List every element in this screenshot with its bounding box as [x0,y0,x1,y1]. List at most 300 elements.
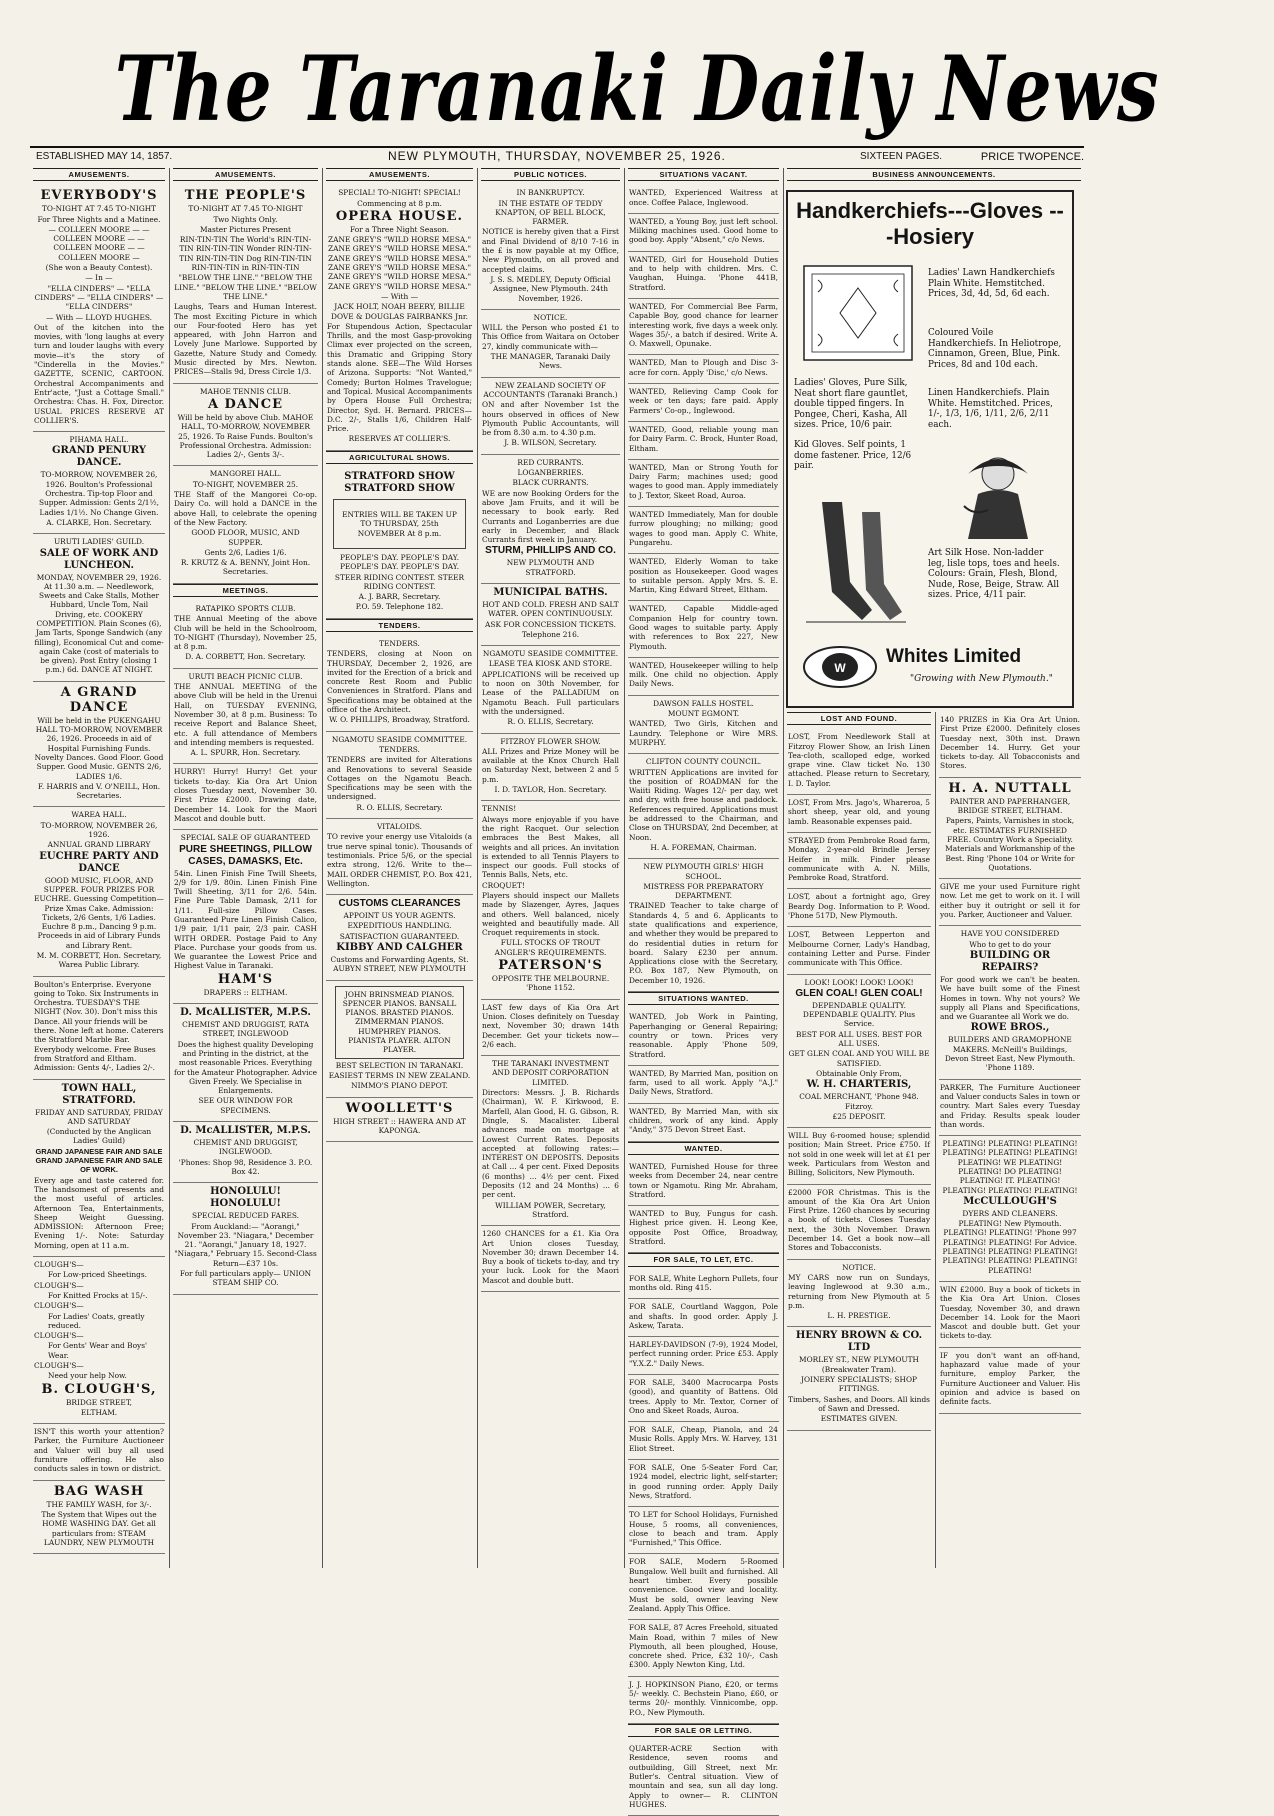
handkerchief-illustration [798,258,918,368]
ad-line: TENDERS. [379,744,420,754]
ad-body: THE ANNUAL MEETING of the above Club will be held in the Urenui Hall, on TUESDAY EVENING, November 30, at 8 p.m. Business: To receive Report and Balance Sheet, etc. A full attendance of Members and intending members is requested. [174,682,317,747]
piano-list: JOHN BRINSMEAD PIANOS. SPENCER PIANOS. BANSALL PIANOS. BRASTED PIANOS. ZIMMERMAN PIANOS. HUMPHREY PIANOS. PIANISTA PLAYER. ALTON PLAYER. [335,986,464,1059]
ad-title: PURE SHEETINGS, PILLOW CASES, DAMASKS, Etc. [179,843,312,867]
ad-title: MANGOREI HALL. [209,469,282,479]
classified-item [628,1066,779,1104]
pihama-hall-ad [33,432,165,534]
ad-title: MAHOE TENNIS CLUB. [200,386,291,396]
ad-line: For Three Nights and a Matinee. [37,214,161,224]
whites-advertisement [786,190,1074,708]
ad-body: LAST few days of Kia Ora Art Union. Closes definitely on Tuesday next, November 30; drawn 14th December. Get your tickets now—2/6 each. [482,1002,619,1049]
ad-title: FITZROY FLOWER SHOW. [500,736,601,746]
cloughs-ad [33,1257,165,1424]
ad-body: Papers, Paints, Varnishes in stock, etc. ESTIMATES FURNISHED FREE. Country Work a Speciality. Materials and Workmanship of the Best. Ring 'Phone 104 or Write for Quotations. [945,816,1075,872]
classified-text: WANTED, Job Work in Painting, Paperhanging or General Repairing; country or town. Prices very reasonable. Apply 'Phone 509, Stratford. [629,1012,778,1059]
classified-item [787,889,931,927]
stratford-show-ad [326,468,473,619]
classified-text: LOST, From Mrs. Jago's, Whareroa, 5 short sheep, year old, and young lamb. Reasonable expenses paid. [788,798,930,826]
ad-line: SEE OUR WINDOW FOR SPECIMENS. [198,1096,293,1115]
linen-handkerchiefs-text: Linen Handkerchiefs. Plain White. Hemstitched. Prices, 1/-, 1/3, 1/6, 1/11, 2/6, 2/11 each. [928,388,1053,430]
ad-body: 54in. Linen Finish Fine Twill Sheets, 2/9 for 1/9. 80in. Linen Finish Fine Twill Sheeting, 3/11 for 2/6. 54in. Fine Pure Table Damask, 2/11 for 1/11. Full-size Pillow Cases. Guaranteed Pure Linen Finish Calico, 1/9 pair, 1/11 pair, 2/3 pair. CASH WITH ORDER. Postage Paid to Any Place. Purchase your goods from us. We guarantee the Lowest Price and Highest Value in Taranaki. [174,868,317,971]
ad-body: Out of the kitchen into the movies, with 'long laughs at every turn and louder laughs with every movie—it's the story of "Cinderella in the Movies." GAZETTE, SCENIC, CARTOON. Orchestral Accompaniments and Entr'acte, "Just a Cottage Small." Orchestra: Chas. H. Fox, Director. USUAL PRICES RESERVE AT COLLIER'S. [34,322,164,425]
ad-line: SPECIAL REDUCED FARES. [192,1211,299,1221]
ad-heading: PATERSON'S [498,958,603,974]
ad-line: For Low-priced Sheetings. [48,1270,147,1280]
ad-body: Directors: Messrs. J. B. Richards (Chairman), W. F. Kirkwood, E. Marfell, Alan Good, H. G. Gibson, R. Dingle, S. Macalister. Liberal advances made on mortgage at Lowest Current Rates. Deposits accepted at following rates:— INTEREST ON DEPOSITS. Deposits at Call ... 4 per cent. Fixed Deposits (6 months) ... 4½ per cent. Fixed Deposits (12 and 24 Months) ... 6 per cent. [482,1088,619,1200]
ad-heading: EUCHRE PARTY AND DANCE [39,850,159,874]
customs-clearances-ad [326,895,473,980]
classified-text: FOR SALE, White Leghorn Pullets, four months old. Ring 415. [629,1273,778,1292]
ad-body: MONDAY, NOVEMBER 29, 1926. At 11.30 a.m. — Needlework, Sweets and Cake Stalls, Mother Hubbard, Uncle Tom, Nail Driving, etc. COOKERY COMPETITION. Plain Scones (6), Jam Tarts, Sponge Sandwich (any filling), Economical Cut and come-again Cake (cost of materials to be given). Post Entry (closing 1 p.m.) 6d. DANCE AT NIGHT. [34,572,164,675]
ad-heading: W. H. CHARTERIS, [806,1079,912,1091]
page-count: SIXTEEN PAGES. [860,151,943,162]
classified-item [628,1554,779,1620]
ad-line: TO-MORROW, NOVEMBER 26, 1926. [40,820,158,840]
prizes-ad [939,712,1081,778]
ad-title: NEW PLYMOUTH GIRLS' HIGH SCHOOL. [643,862,764,881]
column-heading: TENDERS. [326,619,473,632]
ad-body: QUARTER-ACRE Section with Residence, seven rooms and outbuilding, Gill Street, next Mr. Butler's. Central situation. View of mountain and sea, sun all day long. Apply to owner— R. CLINTON HUGHES. [629,1744,778,1809]
classified-item [628,1299,779,1337]
bag-wash-ad [33,1481,165,1554]
ad-line: TO-NIGHT, NOVEMBER 25. [192,479,299,489]
classified-text: WANTED, For Commercial Bee Farm, Capable Boy, good chance for learner interesting work, five days a week only. Wages 35/-, a batch if desired. Write A. O. Maxwell, Opunake. [629,301,778,349]
ad-line: IN THE ESTATE OF TEDDY KNAPTON, OF BELL BLOCK, FARMER. [495,198,606,227]
ad-body: WE are now Booking Orders for the above Jam Fruits, and it will be necessary to book early. Red Currants and Loganberries are due early in December, and Black Currants first week in January. [482,488,619,545]
ad-line: BEST FOR ALL USES. BEST FOR ALL USES. [796,1029,922,1049]
classified-text: FOR SALE, Cheap, Pianola, and 24 Music Rolls. Apply Mrs. W. Harvey, 131 Eliot Street. [629,1425,778,1453]
ad-heading: GRAND JAPANESE FAIR AND SALE GRAND JAPANESE FAIR AND SALE OF WORK. [35,1146,163,1175]
ad-line: Master Pictures Present [199,224,292,234]
ad-title: NGAMOTU SEASIDE COMMITTEE. [331,734,468,744]
ad-signature: F. HARRIS and V. O'NEILL, Hon. Secretaries. [37,781,161,801]
classified-item [787,927,931,974]
ad-title: CLIFTON COUNTY COUNCIL. [645,757,762,767]
logo-letter: W [834,661,846,675]
ad-line: ASK FOR CONCESSION TICKETS. [485,619,616,629]
classified-text: WANTED, a Young Boy, just left school. Milking machines used. Good home to good boy. Apply "Absent," c/o News. [629,216,778,245]
classified-item [628,1206,779,1253]
ad-title: THE TARANAKI INVESTMENT AND DEPOSIT CORPORATION LIMITED. [492,1059,609,1087]
ad-line: CHEMIST AND DRUGGIST, INGLEWOOD. [193,1138,298,1157]
ad-body: Will be held in the PUKENGAHU HALL TO-MORROW, NOVEMBER 26, 1926. Proceeds in aid of Hospital Furnishing Funds. Novelty Dances. Good Floor. Good Supper. Good Music. GENTS 2/6, LADIES 1/6. [34,715,164,781]
column-heading: WANTED. [628,1142,779,1155]
classified-item [628,1422,779,1460]
ad-title: URUTI BEACH PICNIC CLUB. [188,671,303,681]
ad-signature: R. O. ELLIS, Secretary. [356,802,443,812]
classified-text: WANTED, Furnished House for three weeks from December 24, near centre town or Ngamotu. Ring Mr. Abraham, Stratford. [629,1161,778,1199]
ad-line: Obtainable Only From, [816,1068,902,1078]
ad-body: WILL the Person who posted £1 to This Office from Waitara on October 27, kindly communicate with— [482,323,619,351]
ad-line: Gents 2/6, Ladies 1/6. [204,547,287,557]
ad-body: 140 PRIZES in Kia Ora Art Union. First Prize £2000. Definitely closes Tuesday next, 30th inst. Drawn December 14. Hurry. Get your tickets to-day. All Tobacconists and Stores. [940,715,1080,771]
ad-title: D. McALLISTER, M.P.S. [180,1007,311,1019]
ad-line: CHEMIST AND DRUGGIST, RATA STREET, INGLEWOOD [182,1020,309,1039]
girls-high-ad [628,859,779,992]
nimmos-pianos-ad [326,981,473,1098]
art-silk-hose-text: Art Silk Hose. Non-ladder leg, lisle tops, toes and heels. Colours: Grain, Flesh, Blond, Nude, Rose, Beige, Straw. All sizes. Price, 4/11 pair. [928,548,1060,600]
classified-item [628,214,779,252]
ad-line: THE FAMILY WASH, for 3/-. [46,1499,152,1509]
ad-line: Customs and Forwarding Agents, St. AUBYN STREET, NEW PLYMOUTH [330,955,469,974]
ad-body: Does the highest quality Developing and Printing in the district, at the most reasonable Prices. Everything for the Amateur Photographer. Advice Given Freely. We Specialise in Enlargements. [174,1039,317,1096]
classified-item [628,1159,779,1206]
ad-line: £25 DEPOSIT. [832,1111,886,1121]
clifton-council-ad [628,754,779,859]
ad-body: APPLICATIONS will be received up to noon on 30th November, for Lease of the PALLADIUM on Ngamotu Beach. Full particulars with the undersigned. [482,669,619,716]
ad-line: For Knitted Frocks at 15/-. [48,1290,148,1300]
ad-line: BEST SELECTION IN TARANAKI. [335,1060,464,1070]
ad-heading: ROWE BROS., [970,1022,1050,1034]
masthead-title: The Taranaki Daily News [114,36,1160,142]
woolletts-ad [326,1098,473,1143]
ad-line: Who to get to do your [969,939,1051,949]
classified-item [628,422,779,460]
ad-signature: I. D. TAYLOR, Hon. Secretary. [494,785,607,795]
ad-line: PEOPLE'S DAY. PEOPLE'S DAY. PEOPLE'S DAY. PEOPLE'S DAY. [339,552,460,572]
ad-body: TO-MORROW, NOVEMBER 26, 1926. Boulton's Professional Orchestra. Tip-top Floor and Supper. Admission: Gents 2/1½, Ladies 1/1½. No Change Given. [38,470,160,517]
ad-line: FULL STOCKS OF TROUT ANGLER'S REQUIREMENTS. [494,938,607,957]
chances-ad [481,1226,620,1292]
classified-item [787,833,931,889]
column-heading: SITUATIONS VACANT. [628,168,779,181]
lady-glove-illustration [928,444,1058,544]
ad-line: JOINERY SPECIALISTS; SHOP FITTINGS. [801,1375,917,1394]
entries-box: ENTRIES WILL BE TAKEN UP TO THURSDAY, 25th NOVEMBER At 8 p.m. [333,499,466,549]
ad-body: THE Annual Meeting of the above Club will be held in the Schoolroom, TO-NIGHT (Thursday), November 25, at 8 p.m. [174,614,317,652]
ngamotu-lease-ad [481,646,620,733]
classified-text: HARLEY-DAVIDSON (7-9), 1924 Model, perfect running order. Price £53. Apply "Y.X.Z." Daily News. [629,1340,778,1368]
ad-heading: SALE OF WORK AND LUNCHEON. [39,547,159,571]
situations-wanted-list [628,1009,779,1141]
ad-title: D. McALLISTER, M.P.S. [180,1125,311,1137]
parker-auctioneer-ad [939,1080,1081,1136]
classified-text: WANTED, Housekeeper willing to help milk. One child no objection. Apply Daily News. [629,660,778,689]
ad-body: ON and after November 1st the hours observed in offices of New Plymouth Public Accountants, will be from 8.30 a.m. to 4.30 p.m. [482,400,619,438]
ad-signature: R. KRUTZ & A. BENNY, Joint Hon. Secretaries. [180,558,311,577]
ad-headline: Handkerchiefs---Gloves ---Hosiery [796,198,1064,249]
ad-body: TENDERS, closing at Noon on THURSDAY, December 2, 1926, are invited for the Erection of a brick and concrete Rest Room and Public Conveniences in Stratford. Plans and Specifications may be obtained at the office of the Architect. [327,649,472,715]
ad-body: For Stupendous Action, Spectacular Thrills, and the most Gasp-provoking Climax ever projected on the screen, this Dramatic and Gripping Story stands alone. SEE—The Wild Horses of Arizona. Supports: "Not Wanted," Comedy; Burton Holmes Travelogue; and Topical. Musical Accompaniments by Opera House Full Orchestra; Director, Syd. H. Bernard. PRICES—D.C. 2/-, Stalls 1/6, Children Half-Price. [327,321,472,434]
ad-line: (She won a Beauty Contest). [45,263,153,273]
uruti-guild-ad [33,534,165,682]
ad-line: P.O. 59. Telephone 182. [355,602,444,612]
classified-text: J. J. HOPKINSON Piano, £20, or terms 5/- weekly. C. Bechstein Piano, £60, or terms 20/- monthly. Vinnicombe, opp. P.O., New Plymouth. [629,1679,778,1717]
classified-text: TO LET for School Holidays, Furnished House, 5 rooms, all conveniences, close to beach and tram. Apply "Furnished," This Office. [629,1510,778,1548]
ad-body: For good work we can't be beaten. We have built some of the Finest Homes in town. Why not yours? We supply all Plans and Specifications, and we Guarantee all Work we do. [940,974,1080,1022]
whites-tagline: "Growing with New Plymouth." [910,674,1053,684]
ad-heading: GRAND PENURY DANCE. [51,445,147,469]
ad-signature: J. S. S. MEDLEY, Deputy Official Assignee, New Plymouth. 24th November, 1926. [490,274,611,303]
ad-title: OPERA HOUSE. [335,208,464,224]
mahoe-tennis-ad [173,384,318,467]
ad-body: From Auckland:— "Aorangi," November 23. "Niagara," December 21. "Aorangi," January 18, 1927. "Niagara," February 15. Second-Class Return—£37 10s. [174,1221,317,1268]
issue-date: NEW PLYMOUTH, THURSDAY, NOVEMBER 25, 1926. [388,149,726,163]
classified-item [628,1104,779,1142]
ad-line: Commencing at 8 p.m. [357,198,442,208]
column-heading: LOST AND FOUND. [787,712,931,725]
classified-text: WANTED, Girl for Household Duties and to help with children. Mrs. C. Vaughan, Huinga. 'Phone 441B, Stratford. [629,254,778,292]
ad-line: ANNUAL GRAND LIBRARY [47,840,151,850]
currants-ad [481,455,620,584]
ad-heading: B. CLOUGH'S, [41,1381,157,1397]
ad-body: IF you don't want an off-hand, haphazard value made of your furniture, employ Parker, the Furniture Auctioneer and Valuer. His opinion and advice is based on definite facts. [940,1350,1080,1407]
uruti-beach-ad [173,669,318,765]
column-heading: SITUATIONS WANTED. [628,992,779,1005]
grand-dance-ad [33,682,165,808]
ad-title: RATAPIKO SPORTS CLUB. [195,603,296,613]
peoples-ad [173,185,318,383]
ad-body: Laughs, Tears and Human Interest. The most Exciting Picture in which our Four-footed Hero has yet appeared, with John Harron and Lovely June Marlowe. Supported by Gazette, Nature Study and Comedy. Music directed by Mrs. Newton. PRICES—Stalls 9d, Dress Circle 1/3. [174,302,317,377]
ad-title: WAREA HALL. [71,810,127,820]
classified-text: WANTED, Capable Middle-aged Companion Help for country town. Good wages to suitable party. Apply with references to Box 227, New Plymouth. [629,604,778,651]
ad-body: 'Phones: Shop 98, Residence 3. P.O. Box 42. [178,1157,313,1176]
town-hall-stratford-ad [33,1080,165,1257]
ad-body: PARKER, The Furniture Auctioneer and Valuer conducts Sales in town or country. Mart Sales every Tuesday and Friday. Results speak louder than words. [940,1082,1080,1129]
ad-line: EXPEDITIOUS HANDLING. [347,921,452,931]
ad-line: ELTHAM. [80,1407,118,1417]
kia-ora-ad [481,1000,620,1056]
ad-title: MUNICIPAL BATHS. [493,586,608,598]
ad-line: SATISFACTION GUARANTEED. [339,931,460,941]
ad-line: MORLEY ST., NEW PLYMOUTH (Breakwater Tram). [799,1355,919,1374]
classified-text: FOR SALE, 87 Acres Freehold, situated Main Road, within 7 miles of New Plymouth, all been ploughed, House, concrete shed. Price, £32 10/-, Cash £300. Apply Newton King, Ltd. [629,1623,778,1670]
voile-handkerchiefs-text: Coloured Voile Handkerchiefs. In Heliotrope, Cinnamon, Green, Blue, Pink. Prices, 8d and 10d each. [928,328,1062,370]
classified-text: WANTED, Elderly Woman to take position as Housekeeper. Good wages to suitable person. Apply Mrs. S. E. Martin, King Edward Street, Eltham. [629,557,778,595]
column-heading: MEETINGS. [173,584,318,597]
ad-title: A GRAND DANCE [60,684,138,715]
classified-item [628,1460,779,1507]
ad-body: Boulton's Enterprise. Everyone going to Toko. Six Instruments in Orchestra. TUESDAY'S THE NIGHT (Nov. 30). Don't miss this Dance. All your friends will be there. None left at home. Caterers the Stratford Marble Bar. Everybody welcome. Free Buses from Stratford and Eltham. Admission: Gents 4/-, Ladies 2/-. [34,979,164,1073]
ad-line: HOT AND COLD. FRESH AND SALT WATER. OPEN CONTINUOUSLY. [482,599,619,619]
classified-item [628,252,779,299]
ad-line: — With — LLOYD HUGHES. [46,312,152,322]
ad-signature: M. M. CORBETT, Hon. Secretary, Warea Public Library. [36,951,162,970]
henry-brown-ad [787,1327,931,1430]
ad-title: WOOLLETT'S [345,1100,454,1116]
column-heading: AMUSEMENTS. [33,168,165,181]
ad-body: WANTED, Two Girls, Kitchen and Laundry. Telephone or Wire MRS. MURPHY. [629,719,778,747]
ad-title: IN BANKRUPTCY. [516,188,585,198]
wanted-list [628,1159,779,1253]
whites-logo-icon [800,642,880,692]
ad-line: BRIDGE STREET, [65,1397,133,1407]
column-heading: FOR SALE, TO LET, ETC. [628,1253,779,1266]
nuttall-ad [939,778,1081,879]
ad-line: DRAPERS :: ELTHAM. [203,987,288,997]
ad-line: PLEATING! PLEATING! PLEATING! PLEATING! PLEATING! PLEATING! PLEATING! WE PLEATING! PLEATING! DO PLEATING! PLEATING! IT. PLEATING! PLEATING! PLEATING! PLEATING! [942,1139,1078,1195]
parker-ad [33,1424,165,1480]
ad-line: PAINTER AND PAPERHANGER, BRIDGE STREET, ELTHAM. [949,796,1071,816]
ad-body: Every age and taste catered for. The handsomest of presents and the most useful of articles. Afternoon Tea, Entertainments, Sheep Weight Guessing. ADMISSION: Afternoon Free; Evening 1/-. Note: Saturday Morning, open at 11 a.m. [34,1175,164,1250]
lost-found-list [787,729,931,974]
classified-text: LOST, Between Lepperton and Melbourne Corner, Lady's Handbag, containing Letter and Purse. Finder communicate with This Office. [788,930,930,968]
ad-title: H. A. NUTTALL [948,780,1072,796]
ad-body: £2000 FOR Christmas. This is the amount of the Kia Ora Art Union First Prize. 1260 chances by securing a book of tickets. Closes Tuesday next, the 30th November. Drawn December 14. Get a book now—all Stores and Tobacconists. [788,1187,930,1253]
ad-line: SPECIAL SALE OF GUARANTEED [180,833,311,843]
classified-text: WANTED, Man to Plough and Disc 3-acre for corn. Apply 'Disc,' c/o News. [629,358,778,377]
ad-title: DAWSON FALLS HOSTEL. [653,698,754,708]
vitaloids-ad [326,819,473,895]
ad-title: HENRY BROWN & CO. LTD [795,1330,923,1354]
column-amusements-3 [322,168,476,1568]
ad-line: CLOUGH'S— [34,1301,84,1311]
ad-body: GIVE me your used Furniture right now. Let me get to work on it. I will either buy it outright or sell it for you. Parker, Auctioneer and Valuer. [940,882,1080,920]
ad-line: ZANE GREY'S "WILD HORSE MESA." ZANE GREY'S "WILD HORSE MESA." ZANE GREY'S "WILD HORSE MESA." ZANE GREY'S "WILD HORSE MESA." ZANE GREY'S "WILD HORSE MESA." ZANE GREY'S "WILD HORSE MESA." [328,235,471,291]
ad-line: COAL MERCHANT, 'Phone 948. Fitzroy. [799,1092,919,1111]
column-heading: AMUSEMENTS. [173,168,318,181]
situations-vacant-list [628,185,779,695]
ad-line: ESTIMATES GIVEN. [820,1414,898,1424]
give-furniture-ad [939,879,1081,926]
ad-line: RED CURRANTS. [517,457,584,467]
ad-body: TENDERS are invited for Alterations and Renovations to several Seaside Cottages on the Ngamotu Beach. Specifications may be seen with the undersigned. [327,755,472,802]
opera-house-ad [326,185,473,450]
ad-body: NOTICE is hereby given that a First and Final Dividend of 8/10 7-16 in the £ is now payable at my Office, New Plymouth, on all proved and accepted claims. [482,227,619,274]
price: PRICE TWOPENCE. [980,151,1084,163]
ad-line: DYERS AND CLEANERS. [962,1208,1058,1218]
classified-text: WANTED Immediately, Man for double furrow ploughing; no milking; good wages to good man. Apply C. White, Pungarehu. [629,510,778,547]
ad-body: GOOD MUSIC, FLOOR, AND SUPPER. FOUR PRIZES FOR EUCHRE. Guessing Competition—Prize Xmas Cake. Admission: Tickets, 2/6 Gents, 1/6 Ladies. Euchre 8 p.m., Dancing 9 p.m. Proceeds in aid of Library Funds and Library Rent. [34,875,164,950]
ad-line: Telephone 216. [521,629,580,639]
ad-body: ISN'T this worth your attention? Parker, the Furniture Auctioneer and Valuer will buy all used furniture offering. He also conducts sales in town or district. [34,1427,164,1474]
warea-hall-ad [33,807,165,976]
glen-coal-ad [787,975,931,1129]
ad-title: McCULLOUGH'S [963,1195,1057,1207]
ad-signature: THE MANAGER, Taranaki Daily News. [490,352,611,371]
ad-line: (Conducted by the Anglican Ladies' Guild) [46,1127,152,1146]
ad-line: PLEATING! New Plymouth. PLEATING! PLEATING! 'Phone 997 PLEATING! PLEATING! For Advice. PLEATING! PLEATING! PLEATING! PLEATING! PLEATING! PLEATING! PLEATING! [942,1219,1078,1275]
ad-heading: KIBBY AND CALGHER [336,942,463,953]
classified-item [628,299,779,355]
ad-body: MY CARS now run on Sundays, leaving Inglewood at 9.30 a.m., returning from New Plymouth at 5 p.m. [788,1272,930,1310]
ad-line: "BELOW THE LINE." "BELOW THE LINE." "BELOW THE LINE." "BELOW THE LINE." [174,273,317,301]
mcallister-chemist-ad [173,1122,318,1183]
ad-line: BLACK CURRANTS. [512,478,589,488]
classified-item [628,460,779,507]
classified-text: FOR SALE, One 5-Seater Ford Car, 1924 model, electric light, self-starter; in good running order. Apply Daily News, Stratford. [629,1463,778,1500]
ad-line: RESERVES AT COLLIER'S. [348,434,451,444]
dawson-falls-ad [628,696,779,754]
ad-signature: W. O. PHILLIPS, Broadway, Stratford. [329,715,470,725]
classified-item [628,1375,779,1422]
ad-heading: STURM, PHILLIPS AND CO. [485,545,616,557]
mcallister-photo-ad [173,1004,318,1122]
classified-item [628,384,779,422]
classified-item [628,1677,779,1724]
honolulu-ad [173,1183,318,1294]
ad-title: BAG WASH [53,1483,145,1499]
christmas-ad [787,1185,931,1260]
ad-title: EVERYBODY'S [40,188,158,204]
ad-line: Timbers, Sashes, and Doors. All kinds of Sawn and Dressed. [788,1394,930,1413]
ad-title: TOWN HALL, STRATFORD. [61,1082,137,1106]
hose-legs-illustration [802,492,912,632]
ad-line: CLOUGH'S— [34,1280,84,1290]
for-sale-list [628,1271,779,1724]
ad-title: NOTICE. [842,1262,876,1272]
ad-body: TO revive your energy use Vitaloids (a true nerve spinal tonic). Thousands of testimonials. Price 5/6, or the special extra strong, 12/6. Write to the— MAIL ORDER CHEMIST, P.O. Box 421, Wellington. [327,832,472,888]
column-heading: PUBLIC NOTICES. [481,168,620,181]
ad-line: Need your help Now. [48,1371,127,1381]
ad-title: PIHAMA HALL. [69,435,129,445]
ad-line: CLOUGH'S— [34,1260,84,1270]
classified-item [628,1271,779,1300]
mccullough-ad [939,1136,1081,1282]
tenders-rest-room-ad [326,636,473,732]
mangorei-hall-ad [173,466,318,583]
classified-text: WANTED, By Married Man, position on farm, used to all work. Apply "A.J." Daily News, Stratford. [629,1068,778,1097]
municipal-baths-ad [481,584,620,646]
classified-item [628,554,779,601]
ad-body: Players should inspect our Mallets made by Slazenger, Ayres, Jaques and others. Well balanced, nicely weighted and beautifully made. All Croquet requirements in stock. [482,891,619,938]
ad-line: LOOK! LOOK! LOOK! LOOK! [804,977,914,987]
classified-text: LOST, about a fortnight ago, Grey Beardy Dog. Information to P. Wood. 'Phone 517D, New Plymouth. [788,892,930,921]
classified-item [628,1337,779,1375]
ad-title: CROQUET! [482,880,525,890]
classified-item [628,507,779,554]
patersons-ad [481,801,620,999]
ad-line: HIGH STREET :: HAWERA AND AT KAPONGA. [333,1116,466,1135]
ad-body: ALL Prizes and Prize Money will be available at the Knox Church Hall on Saturday Next, between 2 and 5 p.m. [482,746,619,784]
classified-text: FOR SALE, Modern 5-Roomed Bungalow. Well built and furnished. All heart timber. Every possible convenience. Good view and locality. Must be sold, owner leaving New Zealand. Apply This Office. [629,1557,778,1613]
letting-ad [628,1741,779,1816]
classified-item [628,185,779,214]
ad-signature: D. A. CORBETT, Hon. Secretary. [185,652,306,662]
ad-line: FRIDAY AND SATURDAY, FRIDAY AND SATURDAY [35,1107,163,1126]
ad-signature: L. H. PRESTIGE. [827,1311,891,1321]
ad-line: TO-NIGHT AT 7.45 TO-NIGHT [188,204,303,214]
boulton-enterprise-ad [33,977,165,1080]
ad-line: Two Nights Only. [213,214,278,224]
column-business-left [783,712,934,1568]
ad-line: NIMMO'S PIANO DEPOT. [351,1081,448,1091]
classified-item [628,1620,779,1676]
ad-line: "ELLA CINDERS" — "ELLA CINDERS" — "ELLA CINDERS" — "ELLA CINDERS" [34,283,164,312]
column-heading: BUSINESS ANNOUNCEMENTS. [787,168,1081,181]
ad-title: TENDERS. [379,638,420,648]
ad-title: TENNIS! [482,804,517,814]
whites-name: Whites Limited [886,646,1022,667]
classified-text: FOR SALE, 3400 Macrocarpa Posts (good), and quantity of Battens. Old trees. Apply to Mr. Textor, Corner of Ono and Skeet Roads, Auroa. [629,1377,778,1415]
whites-logo-block [794,640,1068,696]
ad-line: SPECIAL! TO-NIGHT! SPECIAL! [338,188,461,198]
classified-text: WANTED, Man or Strong Youth for Dairy Farm; machines used; good wages to good man. Apply immediately to J. Textor, Skeet Road, Auroa. [629,462,778,500]
ad-line: EASIEST TERMS IN NEW ZEALAND. [328,1070,471,1080]
ad-line: DEPENDABLE QUALITY. DEPENDABLE QUALITY. Plus Service. [802,1000,916,1029]
ad-heading: A DANCE [207,396,284,412]
ad-line: NEW PLYMOUTH AND STRATFORD. [506,558,595,577]
investment-corporation-ad [481,1056,620,1226]
ad-signature: WILLIAM POWER, Secretary, Stratford. [495,1200,606,1219]
classified-text: WANTED to Buy, Fungus for cash. Highest price given. H. Leong Kee, opposite Post Office, Broadway, Stratford. [629,1209,778,1247]
silk-gloves-text: Ladies' Gloves, Pure Silk, Neat short flare gauntlet, double tipped fingers. In Pongee, Cheri, Kasha, All sizes. Price, 10/6 pair. [794,378,908,430]
ad-body: TRAINED Teacher to take charge of Standards 4, 5 and 6. Applicants to state qualifications and experience, and whether they would be prepared to do residential duties in return for board. Salary £230 per annum. Applications close with the Secretary, P.O. Box 187, New Plymouth, on December 10, 1926. [629,901,778,985]
ad-body: Always more enjoyable if you have the right Racquet. Our selection embraces the Best Makes, all weights and all prices. An invitation is extended to all Tennis Players to inspect our goods. Full stocks of Tennis Balls, Nets, etc. [482,814,619,880]
ad-line: CLOUGH'S— [34,1360,84,1370]
ad-line: GET GLEN COAL AND YOU WILL BE SATISFIED. [788,1049,930,1068]
ad-body: The System that Wipes out the HOME WASHING DAY. Get all particulars from: STEAM LAUNDRY, NEW PLYMOUTH [41,1509,157,1547]
ad-heading: HAM'S [217,971,274,987]
ad-body: HURRY! Hurry! Hurry! Get your tickets to-day. Kia Ora Art Union closes Tuesday next, November 30. First Prize £2000. Drawing date, December 14. Look for the Maori Mascot and double butt. [174,767,317,823]
classified-item [787,795,931,833]
column-business-right [935,712,1084,1568]
ad-body: THE Staff of the Mangorei Co-op. Dairy Co. will hold a DANCE in the above Hall, to celebrate the opening of the New Factory. [174,490,317,527]
classified-text: WANTED, Experienced Waitress at once. Coffee Palace, Inglewood. [629,188,778,207]
ad-signature: H. A. FOREMAN, Chairman. [650,842,757,852]
column-public-notices [477,168,623,1568]
column-heading: FOR SALE OR LETTING. [628,1724,779,1737]
